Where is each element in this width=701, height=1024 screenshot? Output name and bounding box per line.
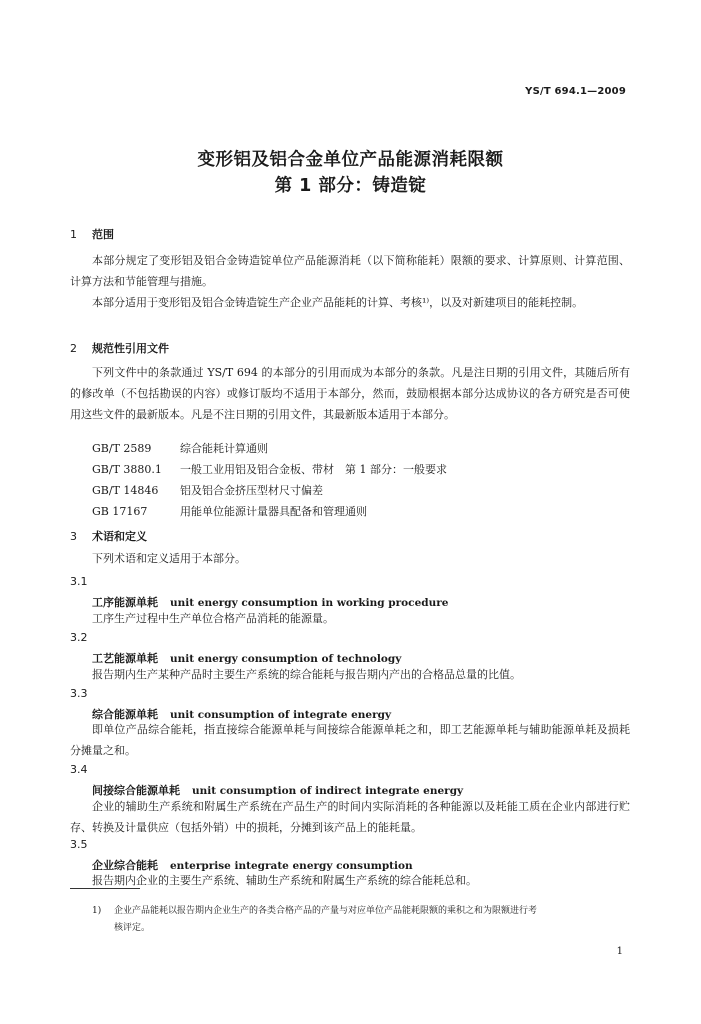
term-definition: 工序生产过程中生产单位合格产品消耗的能源量。 [92, 612, 334, 625]
term-number: 3.2 [70, 631, 88, 644]
term-chinese: 间接综合能源单耗 [92, 784, 180, 797]
section-title: 术语和定义 [92, 530, 147, 543]
term-number: 3.1 [70, 575, 88, 588]
page-number: 1 [616, 946, 623, 957]
section-3-intro: 下列术语和定义适用于本部分。 [92, 552, 246, 565]
section-2-paragraph: 下列文件中的条款通过 YS/T 694 的本部分的引用而成为本部分的条款。凡是注日期的引用文件，其随后所有的修改单（不包括勘误的内容）或修订版均不适用于本部分，然而，鼓励根据本部分达成协议的各方研究是否可使用这些文件的最新版本。凡是不注日期的引用文件，其最新版本适用于本部分。 [70, 366, 630, 421]
term-chinese: 工序能源单耗 [92, 596, 158, 609]
reference-item [92, 482, 323, 498]
reference-code: GB 17167 [92, 505, 148, 518]
footnote-line1: 企业产品能耗以报告期内企业生产的各类合格产品的产量与对应单位产品能耗限额的乘积之和为限额进行考 [114, 906, 538, 916]
footnote-divider [70, 888, 140, 889]
section-title: 范围 [92, 228, 114, 241]
term-chinese: 综合能源单耗 [92, 708, 158, 721]
section-title: 规范性引用文件 [92, 342, 169, 355]
reference-code: GB/T 3880.1 [92, 463, 162, 476]
standard-code: YS/T 694.1—2009 [525, 86, 626, 97]
section-3-heading [70, 528, 147, 544]
reference-title: 铝及铝合金挤压型材尺寸偏差 [180, 484, 323, 497]
term-definition: 报告期内生产某种产品时主要生产系统的综合能耗与报告期内产出的合格品总量的比值。 [92, 668, 521, 681]
term-english: unit consumption of indirect integrate energy [192, 785, 464, 797]
term-chinese: 工艺能源单耗 [92, 652, 158, 665]
section-number: 1 [70, 228, 77, 241]
term-number: 3.3 [70, 687, 88, 700]
footnote-mark: 1) [92, 906, 102, 916]
term-english: enterprise integrate energy consumption [170, 860, 413, 872]
footnote [92, 903, 632, 937]
term-number: 3.4 [70, 763, 88, 776]
reference-item [92, 440, 268, 456]
term-chinese: 企业综合能耗 [92, 859, 158, 872]
term-definition: 报告期内企业的主要生产系统、辅助生产系统和附属生产系统的综合能耗总和。 [92, 874, 477, 887]
term-definition: 即单位产品综合能耗，指直接综合能源单耗与间接综合能源单耗之和，即工艺能源单耗与辅助能源单耗及损耗分摊量之和。 [70, 723, 630, 757]
reference-title: 综合能耗计算通则 [180, 442, 268, 455]
section-2-heading [70, 340, 169, 356]
document-title-line2: 第 1 部分：铸造锭 [274, 176, 427, 196]
term-number: 3.5 [70, 838, 88, 851]
footnote-line2: 核评定。 [114, 923, 151, 933]
reference-item [92, 461, 447, 477]
term-english: unit energy consumption of technology [170, 653, 402, 665]
reference-title: 用能单位能源计量器具配备和管理通则 [180, 505, 367, 518]
reference-item [92, 503, 367, 519]
term-english: unit consumption of integrate energy [170, 709, 392, 721]
reference-title: 一般工业用铝及铝合金板、带材 第 1 部分：一般要求 [180, 463, 447, 476]
document-title-line1: 变形铝及铝合金单位产品能源消耗限额 [197, 150, 504, 170]
term-english: unit energy consumption in working procedure [170, 597, 449, 609]
section-number: 3 [70, 530, 77, 543]
section-1-heading [70, 226, 114, 242]
reference-code: GB/T 2589 [92, 442, 152, 455]
term-definition: 企业的辅助生产系统和附属生产系统在产品生产的时间内实际消耗的各种能源以及耗能工质在企业内部进行贮存、转换及计量供应（包括外销）中的损耗，分摊到该产品上的能耗量。 [70, 800, 630, 834]
section-1-paragraph-2: 本部分适用于变形铝及铝合金铸造锭生产企业产品能耗的计算、考核¹⁾，以及对新建项目的能耗控制。 [92, 296, 584, 309]
section-number: 2 [70, 342, 77, 355]
reference-code: GB/T 14846 [92, 484, 159, 497]
section-1-paragraph-1: 本部分规定了变形铝及铝合金铸造锭单位产品能源消耗（以下简称能耗）限额的要求、计算原则、计算范围、计算方法和节能管理与措施。 [70, 254, 630, 288]
